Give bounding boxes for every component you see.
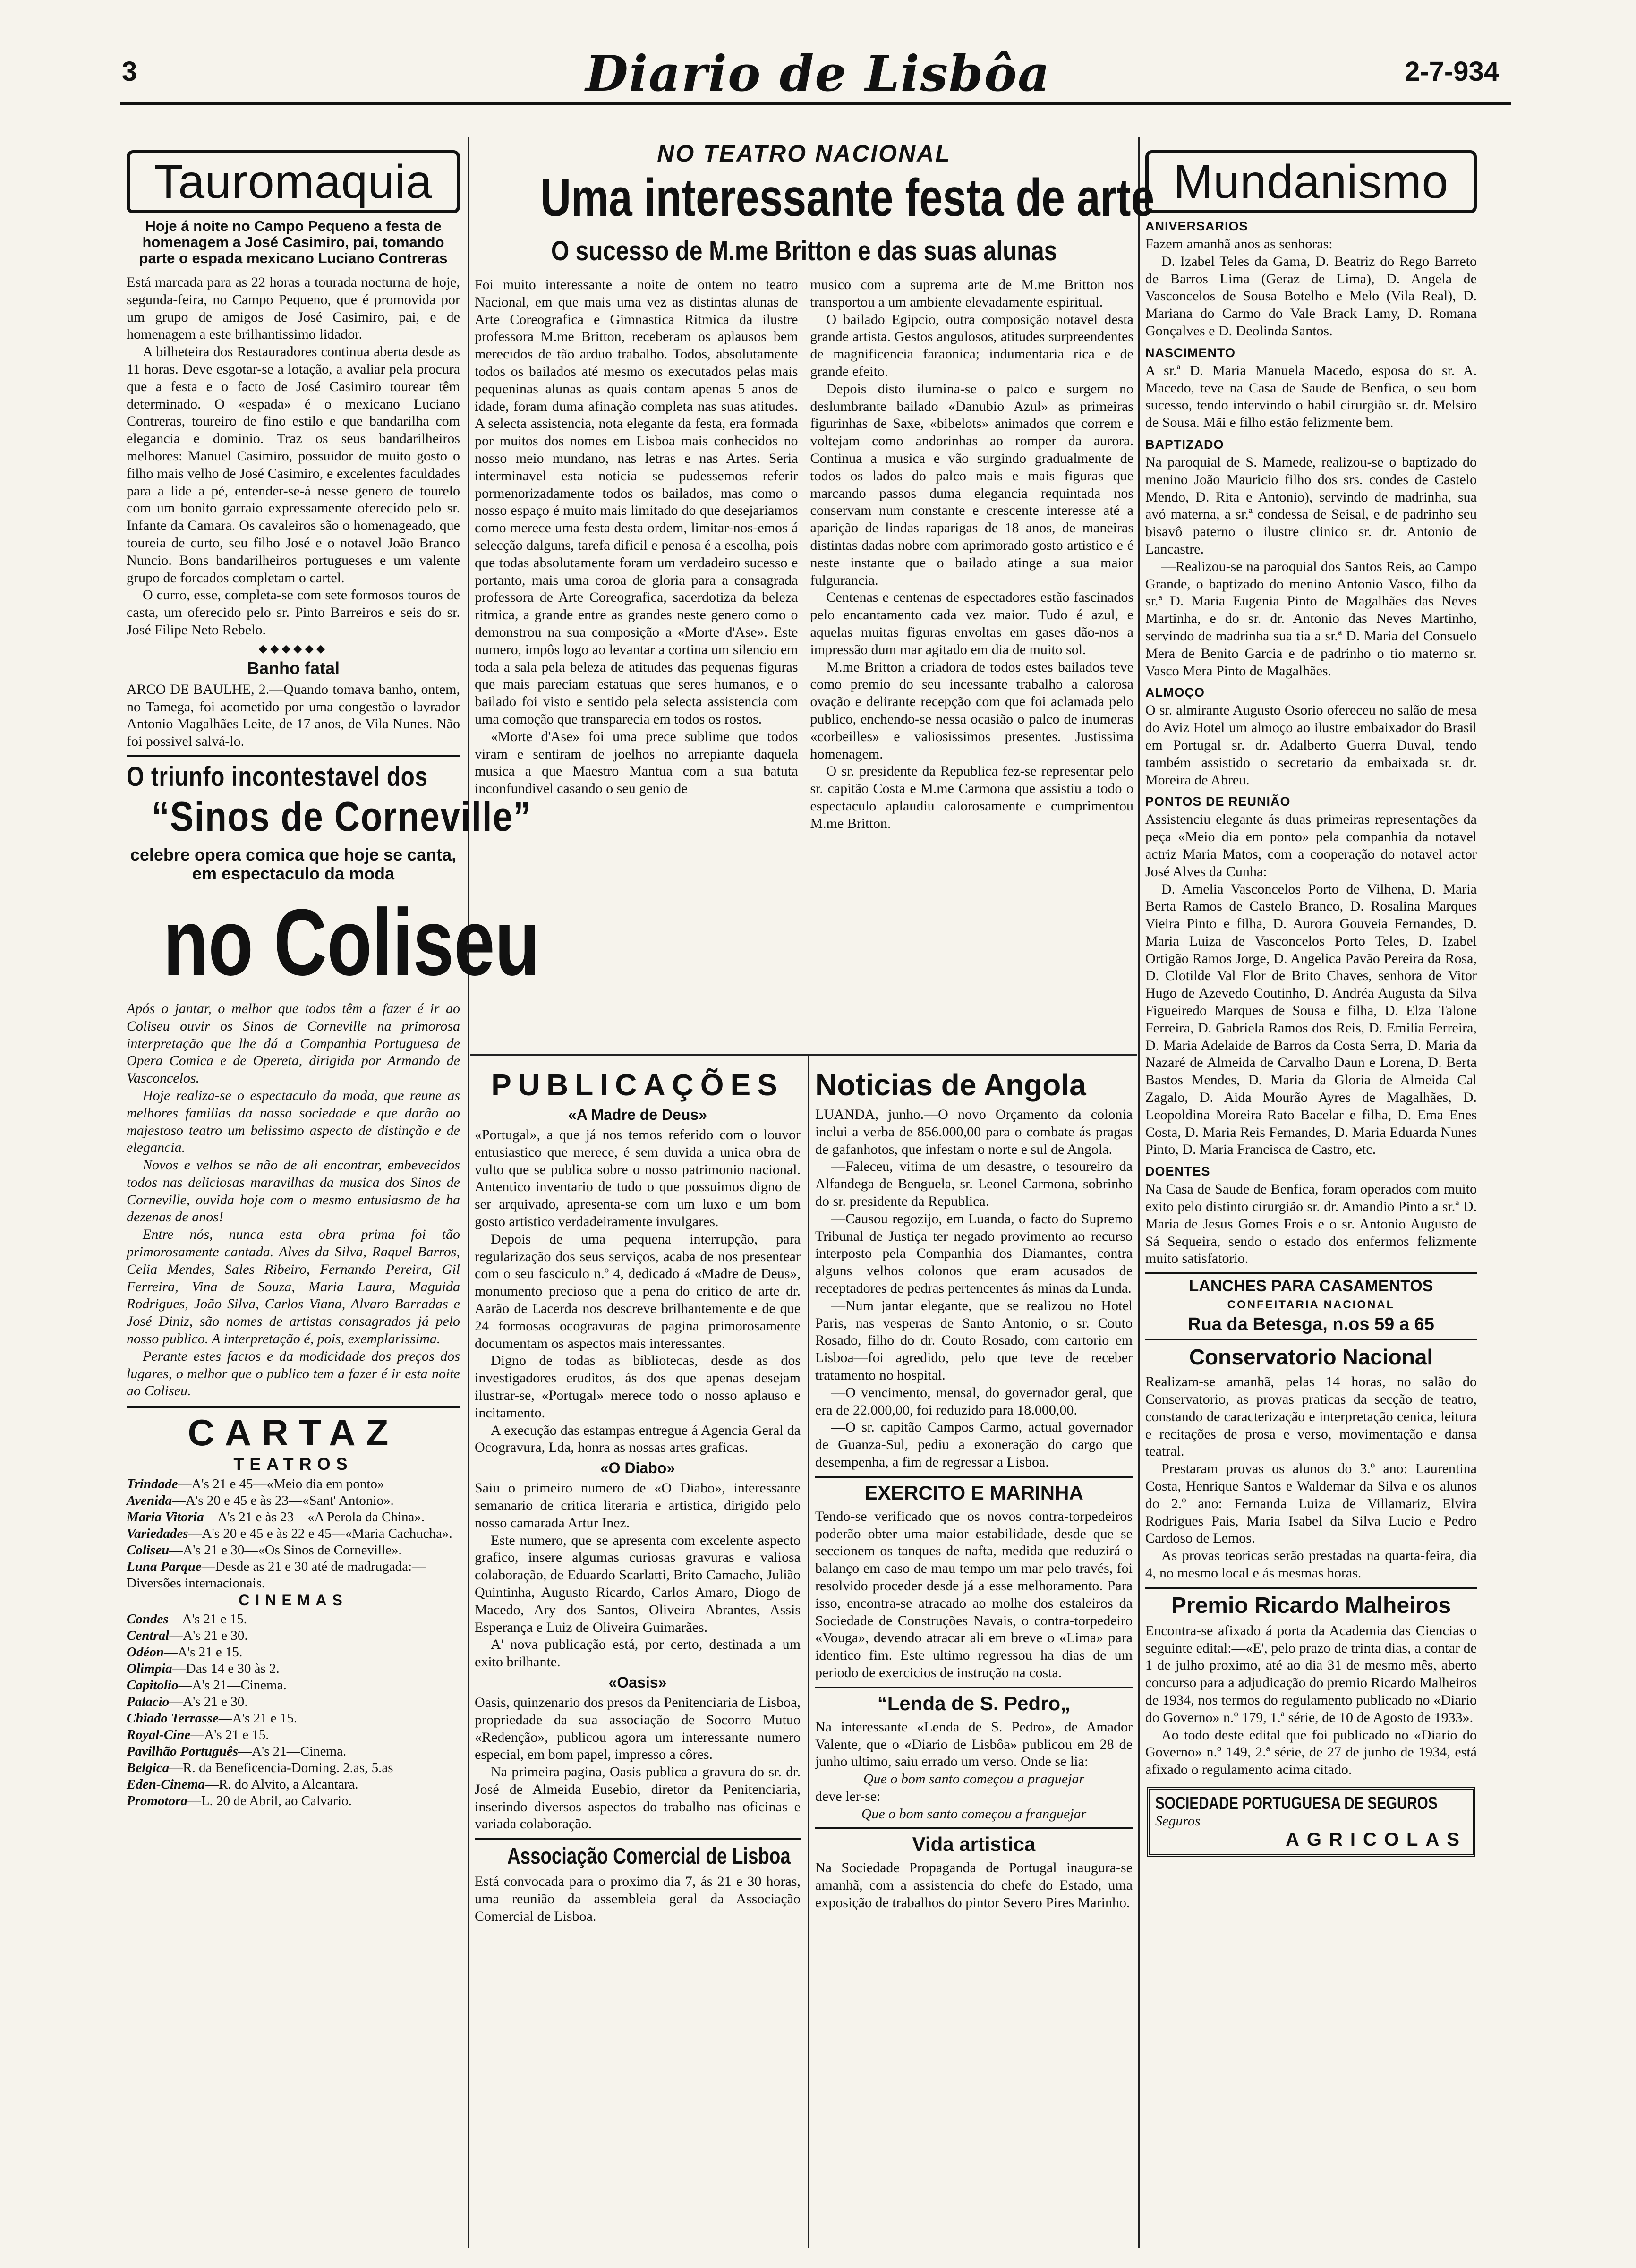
lanches-line: LANCHES PARA CASAMENTOS	[1189, 1277, 1433, 1296]
almoco-label: ALMOÇO	[1145, 685, 1205, 700]
column-divider	[1138, 137, 1140, 2248]
lenda-verse: Que o bom santo começou a franguejar	[861, 1806, 1087, 1822]
lenda-text: Na interessante «Lenda de S. Pedro», de Amador Valente, que o «Diario de Lisbôa» publicou em 28 de junho ultimo, saiu errado um verso. Onde se lia:	[815, 1719, 1133, 1770]
angola-paragraph: —Num jantar elegante, que se realizou no Hotel Paris, nas vesperas de Santo Antonio, o sr. Couto Rosado, filho do dr. Couto Rosado, com cartorio em Lisboa—foi agredido, pelo que teve de receber tratamento no hospital.	[815, 1297, 1133, 1383]
publicacao-paragraph: Na primeira pagina, Oasis publica a gravura do sr. dr. José de Almeida Eusebio, diretor da Penitenciaria, inserindo diversos aspectos do trabalho nas oficinas e variada colaboração.	[475, 1764, 801, 1832]
premio-paragraph: Ao todo deste edital que foi publicado no «Diario do Governo» n.º 149, 2.ª série, de 27 de junho de 1934, está afixado o regulamento acima citado.	[1145, 1727, 1477, 1778]
teatro-col-left	[475, 276, 798, 833]
list-item: Belgica—R. da Beneficencia-Doming. 2.as, 5.as	[127, 1760, 393, 1776]
angola-heading: Noticias de Angola	[815, 1068, 1086, 1102]
mundanismo-heading: Mundanismo	[1145, 150, 1477, 213]
cartaz-heading: CARTAZ	[187, 1412, 399, 1454]
list-item: Luna Parque—Desde as 21 e 30 até de madrugada:—Diversões internacionais.	[127, 1559, 426, 1591]
section-rule	[815, 1687, 1133, 1688]
publicacao-paragraph: A execução das estampas entregue á Agencia Geral da Ocogravura, Lda, honra as nossas artes graficas.	[475, 1422, 801, 1456]
issue-date: 2-7-934	[1405, 56, 1499, 87]
exercito-text: Tendo-se verificado que os novos contra-torpedeiros poderão obter uma maior estabilidade, desde que se seccionem os tanques de nafta, medida que reduzirá o balanço em caso de mau tempo um mar pelo través, foi resolvido proceder desde já a esse melhoramento. Para isso, encontra-se atracado ao molhe dos estaleiros da Sociedade de Construções Navais, o contra-torpedeiro «Vouga», devendo atracar ali em breve o «Lima» para identico fim. Este ultimo regressou ha dias de um periodo de exercicios de instrução na costa.	[815, 1508, 1133, 1680]
baptizado-label: BAPTIZADO	[1145, 437, 1224, 452]
coliseu-title: no Coliseu	[163, 889, 540, 995]
baptizado-text: —Realizou-se na paroquial dos Santos Reis, ao Campo Grande, o baptizado do menino Antonio Vasco, filho da sr.ª D. Maria Eugenia Pinto de Magalhães das Neves Martinha, e do sr. dr. Antonio das Neves Martinho, servindo de madrinha sua tia a sr.ª D. Maria del Consuelo Mera de Benito Garcia e de padrinho o tio materno sr. Vasco Mera Pinto de Magalhães.	[1145, 558, 1477, 679]
sinos-subtitle: celebre opera comica que hoje se canta, em espectaculo da moda	[130, 844, 457, 883]
assoc-heading: Associação Comercial de Lisboa	[507, 1844, 791, 1869]
header-rule	[120, 102, 1511, 105]
list-item: Central—A's 21 e 30.	[127, 1628, 248, 1644]
tauromaquia-subtitle: Hoje á noite no Campo Pequeno a festa de homenagem a José Casimiro, pai, tomando parte o espada mexicano Luciano Contreras	[139, 218, 448, 266]
teatro-paragraph: Depois disto ilumina-se o palco e surgem no deslumbrante bailado «Danubio Azul» as primeiras figurinhas de Saxe, «bibelots» animados que correm e voltejam como andorinhas ao romper da aurora. Continua a musica e vão surgindo gradualmente de todos os lados do palco mais e mais figuras que marcando passos duma elegancia requintada nos conservam num constante e crescente interesse até a aparição de lindas raparigas de 18 anos, de maneiras distintas dadas nobre com aprimorado gosto artistico e é neste instante que o bailado atinge a sua maior fulgurancia.	[810, 381, 1133, 588]
publicacao-title: «A Madre de Deus»	[568, 1106, 707, 1123]
premio-heading: Premio Ricardo Malheiros	[1171, 1593, 1451, 1618]
cinemas-list	[127, 1611, 460, 1809]
ornament-divider: ◆◆◆◆◆◆	[258, 642, 328, 655]
list-item: Variedades—A's 20 e 45 e às 22 e 45—«Maria Cachucha».	[127, 1526, 452, 1542]
doentes-text: Na Casa de Saude de Benfica, foram operados com muito exito pelo distinto cirurgião sr. dr. Amandio Pinto a sr.ª D. Maria de Jesus Gomes Frois e o sr. Antonio Augusto de Sá Sequeira, sendo o estado dos enfermos felizmente muito satisfatorio.	[1145, 1181, 1477, 1267]
tauromaquia-paragraph: Está marcada para as 22 horas a tourada nocturna de hoje, segunda-feira, no Campo Pequeno, que é promovida por um grupo de amigos de José Casimiro, pai, e de homenagem a este brilhantissimo lidador.	[127, 274, 460, 342]
list-item: Palacio—A's 21 e 30.	[127, 1694, 248, 1710]
sinos-paragraph: Perante estes factos e da modicidade dos preços dos lugares, o melhor que o publico tem a fazer é ir esta noite ao Coliseu.	[127, 1348, 460, 1399]
list-item: Pavilhão Português—A's 21—Cinema.	[127, 1744, 347, 1759]
conservatorio-paragraph: Realizam-se amanhã, pelas 14 horas, no salão do Conservatorio, as provas praticas da secção de teatro, constando de caracterização e interpretação cenica, leitura e recitações de prosa e verso, movimentação e dansa teatral.	[1145, 1374, 1477, 1459]
assoc-text: Está convocada para o proximo dia 7, ás 21 e 30 horas, uma reunião da assembleia geral da Associação Comercial de Lisboa.	[475, 1874, 801, 1924]
sinos-paragraph: Entre nós, nunca esta obra prima foi tão primorosamente cantada. Alves da Silva, Raquel Barros, Celia Mendes, Sales Ribeiro, Fernando Pereira, Gil Ferreira, Vina de Souza, Maria Laura, Maguida Rodrigues, João Silva, Carlos Viana, Alvaro Barradas e José Diniz, são nomes de artistas consagrados já pelo nosso publico. A interpretação é, pois, exemplarissima.	[127, 1227, 460, 1347]
sinos-title: “Sinos de Corneville”	[151, 793, 532, 840]
teatro-paragraph: O sr. presidente da Republica fez-se representar pelo sr. capitão Costa e M.me Carmona que assistiu a todo o espectaculo aplaudiu calorosamente e cumprimentou M.me Britton.	[810, 763, 1133, 831]
list-item: Chiado Terrasse—A's 21 e 15.	[127, 1711, 298, 1726]
angola-paragraph: —Causou regozijo, em Luanda, o facto do Supremo Tribunal de Justiça ter negado provimento ao recurso interposto pela Companhia dos Diamantes, contra alguns velhos colonos que eram acusados de receptadores de pedras pertencentes ás minas da Lunda.	[815, 1211, 1133, 1296]
teatro-columns	[475, 276, 1133, 833]
teatro-paragraph: M.me Britton a criadora de todos estes bailados teve como premio do seu incessante trabalho a calorosa ovação e delirante recepção com que foi aclamada pelo publico, enchendo-se nessa ocasião o palco de inumeras «corbeilles» e valiosissimos presentes. Justissima homenagem.	[810, 659, 1133, 762]
lenda-verse: Que o bom santo começou a praguejar	[863, 1771, 1085, 1787]
lenda-heading: “Lenda de S. Pedro„	[877, 1692, 1071, 1714]
list-item: Trindade—A's 21 e 45—«Meio dia em ponto»	[127, 1476, 384, 1492]
list-item: Avenida—A's 20 e 45 e às 23—«Sant' Antonio».	[127, 1493, 394, 1509]
list-item: Olimpia—Das 14 e 30 às 2.	[127, 1661, 280, 1677]
angola-paragraph: —O vencimento, mensal, do governador geral, que era de 22.000,00, foi reduzido para 18.000,00.	[815, 1384, 1133, 1418]
page-number: 3	[122, 56, 137, 87]
teatro-headline: Uma interessante festa de arte	[540, 168, 1155, 227]
angola-column	[815, 1064, 1133, 1912]
publicacao-paragraph: A' nova publicação está, por certo, destinada a um exito brilhante.	[475, 1637, 801, 1670]
teatro-article	[475, 140, 1155, 833]
publicacao-paragraph: Depois de uma pequena interrupção, para regularização dos seus serviços, acaba de nos presentear com o seu fasciculo n.º 4, dedicado á «Madre de Deus», monumento precioso que a pena do critico de arte dr. Aarão de Lacerda nos descreve brilhantemente e de que 24 formosas ocogravuras de pagina primorosamente documentam os aspectos mais interessantes.	[475, 1231, 801, 1351]
list-item: Capitolio—A's 21—Cinema.	[127, 1678, 287, 1693]
nascimento-text: A sr.ª D. Maria Manuela Macedo, esposa do sr. A. Macedo, teve na Casa de Saude de Benfica, o seu bom sucesso, tendo intervindo o habil cirurgião sr. dr. Melsiro de Sousa. Mãi e filho estão felizmente bem.	[1145, 362, 1477, 431]
banho-heading: Banho fatal	[247, 658, 340, 678]
tauromaquia-paragraph: A bilheteira dos Restauradores continua aberta desde as 11 horas. Deve esgotar-se a lotação, a avaliar pela procura que a festa e o facto de José Casimiro tourear têm determinado. O «espada» é o mexicano Luciano Contreras, toureiro de fino estilo e que bandarilha com elegancia e dominio. Traz os seus bandarilheiros melhores: Manuel Casimiro, possuidor de muito gosto o filho mais velho de José Casimiro, e excelentes faculdades para a lide a pé, entender-se-á nesse genero de tourelo com um bonito garraio expressamente oferecido pelo sr. Infante da Camara. Os cavaleiros são o homenageado, que toureia de curto, seu filho José e o notavel João Branco Nuncio. Bons bandarilheiros portugueses e um valente grupo de forcados completam o cartel.	[127, 344, 460, 586]
sinos-line1: O triunfo incontestavel dos	[127, 761, 428, 792]
publicacao-paragraph: Saiu o primeiro numero de «O Diabo», interessante semanario de critica literaria e artistica, dirigido pelo nosso camarada Artur Inez.	[475, 1480, 801, 1531]
column-left	[127, 150, 540, 1809]
section-rule	[475, 1838, 801, 1840]
publicacao-title: «Oasis»	[608, 1673, 667, 1691]
section-rule	[127, 1406, 460, 1408]
publicacao-paragraph: Digno de todas as bibliotecas, desde as dos investigadores eruditos, ás dos que apenas desejam ilustrar-se, «Portugal» merece todo o nosso aplauso e incitamento.	[475, 1353, 801, 1421]
publicacoes-heading: PUBLICAÇÕES	[491, 1068, 784, 1102]
masthead: Diario de Lisbôa	[585, 44, 1051, 102]
teatro-subhead: O sucesso de M.me Britton e das suas alunas	[551, 236, 1057, 266]
vida-text: Na Sociedade Propaganda de Portugal inaugura-se amanhã, com a assistencia do chefe do Estado, uma exposição de trabalhos do pintor Severo Pires Marinho.	[815, 1860, 1133, 1911]
aniversarios-text: Fazem amanhã anos as senhoras:	[1145, 236, 1333, 252]
section-rule	[815, 1827, 1133, 1829]
sinos-paragraph: Novos e velhos se não de ali encontrar, embevecidos todos nas deliciosas maravilhas da musica dos Sinos de Corneville, ouvida hoje com o mesmo entusiasmo de ha dezenas de anos!	[127, 1157, 460, 1225]
tauromaquia-heading: Tauromaquia	[127, 150, 460, 213]
list-item: Royal-Cine—A's 21 e 15.	[127, 1727, 269, 1743]
column-right	[1145, 150, 1477, 1857]
teatro-col-right	[810, 276, 1134, 833]
aniversarios-label: ANIVERSARIOS	[1145, 219, 1248, 233]
sinos-paragraph: Hoje realiza-se o espectaculo da moda, que reune as melhores familias da nossa sociedade e que darão ao majestoso teatro um belissimo aspecto de distinção e de elegancia.	[127, 1087, 460, 1156]
angola-paragraph: LUANDA, junho.—O novo Orçamento da colonia inclui a verba de 856.000,00 para o combate ás pragas de gafanhotos, que infestam o norte e sul de Angola.	[815, 1107, 1133, 1157]
pontos-text: Assistenciu elegante ás duas primeiras representações da peça «Meio dia em ponto» pela companhia da notavel actriz Maria Matos, com a cooperação do notavel actor José Alves da Cunha:	[1145, 811, 1477, 879]
section-divider	[470, 1054, 1137, 1056]
conservatorio-paragraph: As provas teoricas serão prestadas na quarta-feira, dia 4, no mesmo local e ás mesmas horas.	[1145, 1548, 1477, 1581]
angola-paragraph: —Faleceu, vitima de um desastre, o tesoureiro da Alfandega de Benguela, sr. Leonel Carmona, sobrinho do sr. presidente da Republica.	[815, 1159, 1133, 1209]
teatro-paragraph: Centenas e centenas de espectadores estão fascinados pelo encantamento cada vez maior. Tudo é azul, e aquelas muitas figuras envoltas em gases dão-nos a impressão dum mar agitado em dia de muito sol.	[810, 589, 1133, 657]
premio-paragraph: Encontra-se afixado á porta da Academia das Ciencias o seguinte edital:—«E', pelo prazo de trinta dias, a contar de 1 de julho proximo, até ao dia 31 de mesmo mês, aberto concurso para a adjudicação do premio Ricardo Malheiros de 1934, nos termos do regulamento publicado no «Diario do Governo» n.º 179, 1.ª série, de 10 de Agosto de 1933».	[1145, 1622, 1477, 1725]
section-rule	[127, 755, 460, 757]
seguros-line: Seguros	[1155, 1813, 1201, 1829]
seguros-line: SOCIEDADE PORTUGUESA DE SEGUROS	[1155, 1793, 1438, 1813]
exercito-heading: EXERCITO E MARINHA	[864, 1481, 1083, 1504]
conservatorio-paragraph: Prestaram provas os alunos do 3.º ano: Laurentina Costa, Henrique Santos e Waldemar da Silva e os alunos do 2.º ano: Fernanda Luiza de Villamariz, Elvira Rodrigues Pais, Maria Isabel da Silva Lucio e Pedro Cardoso de Lemos.	[1145, 1461, 1477, 1546]
teatro-paragraph: «Morte d'Ase» foi uma prece sublime que todos viram e sentiram de joelhos no arrepiante daquela musica a que Maestro Mantua com a sua batuta inconfundivel casando o seu genio de	[475, 728, 798, 797]
publicacao-paragraph: «Portugal», a que já nos temos referido com o louvor entusiastico que merece, é sem duvida a unica obra de vulto que se publica sobre o nosso patrimonio nacional. Antentico inventario de tudo o que possuimos digno de ser arquivado, apresenta-se com um luxo e um bom gosto artistico verdadeiramente invulgares.	[475, 1127, 801, 1229]
list-item: Condes—A's 21 e 15.	[127, 1611, 247, 1627]
sinos-paragraph: Após o jantar, o melhor que todos têm a fazer é ir ao Coliseu ouvir os Sinos de Corneville na primorosa interpretação que lhe dá a Companhia Portuguesa de Opera Comica e de Opereta, dirigida por Armando de Vasconcelos.	[127, 1000, 460, 1086]
aniversarios-text: D. Izabel Teles da Gama, D. Beatriz do Rego Barreto de Barros Lima (Geraz de Lima), D. Angela de Vasconcelos de Sousa Botelho e Melo (Vila Real), D. Mariana do Carmo do Vale Brack Lamy, D. Romana Gonçalves e D. Deolinda Santos.	[1145, 253, 1477, 339]
doentes-label: DOENTES	[1145, 1164, 1210, 1179]
publicacoes-column	[475, 1064, 801, 1926]
cinemas-label: CINEMAS	[239, 1592, 348, 1609]
teatro-paragraph: O bailado Egipcio, outra composição notavel desta grande artista. Gestos angulosos, atitudes surpreendentes de magnificencia faraonica; indumentaria rica e de grande efeito.	[810, 311, 1133, 379]
lenda-text: deve ler-se:	[815, 1788, 881, 1804]
section-rule	[815, 1476, 1133, 1478]
banho-text: ARCO DE BAULHE, 2.—Quando tomava banho, ontem, no Tamega, foi acometido por uma congestão o lavrador Antonio Magalhães Leite, de 17 anos, de Vila Nunes. Não foi possivel salvá-lo.	[127, 681, 460, 750]
section-rule	[1145, 1339, 1477, 1340]
publicacao-title: «O Diabo»	[600, 1459, 675, 1477]
list-item: Odéon—A's 21 e 15.	[127, 1645, 243, 1660]
tauromaquia-paragraph: O curro, esse, completa-se com sete formosos touros de casta, um oferecido pelo sr. Pinto Barreiros e seis do sr. José Filipe Neto Rebelo.	[127, 587, 460, 638]
baptizado-text: Na paroquial de S. Mamede, realizou-se o baptizado do menino João Mauricio filho dos srs. condes de Castelo Mendo, D. Rita e Antonio), servindo de madrinha, sua avó materna, a sr.ª condessa de Seisal, e de padrinho seu bisavô paterno o ilustre clinico sr. dr. Antonio de Lancastre.	[1145, 454, 1477, 557]
section-rule	[1145, 1587, 1477, 1589]
teatro-paragraph: musico com a suprema arte de M.me Britton nos transportou a um ambiente elevadamente espiritual.	[810, 277, 1133, 310]
seguros-advert	[1147, 1787, 1475, 1857]
list-item: Maria Vitoria—A's 21 e às 23—«A Perola da China».	[127, 1509, 425, 1525]
pontos-text: D. Amelia Vasconcelos Porto de Vilhena, D. Maria Berta Ramos de Castelo Branco, D. Rosalina Marques Vieira Pinto e filha, D. Aurora Gouveia Fernandes, D. Maria Luiza de Vasconcelos Porto Teles, D. Izabel Ortigão Ramos Jorge, D. Angelica Pavão Pereira da Rosa, D. Clotilde Val Flor de Brito Chaves, senhora de Vitor Hugo de Azevedo Coutinho, D. Andréa Augusta da Silva Figueiredo Marques de Sousa e filha, D. Elza Talone Ferreira, D. Gabriela Ramos dos Reis, D. Emilia Ferreira, D. Maria Adelaide de Barros da Costa Serra, D. Maria da Nazaré de Almeida de Carvalho Daun e Lorena, D. Berta Bastos Mendes, D. Maria da Gloria de Almeida Cal Zagalo, D. Aida Mourão Ayres de Magalhães, D. Leopoldina Moreira Rato Bacelar e filha, D. Ema Enes Costa, D. Maria Reis Fernandes, D. Maria Eduarda Nunes Pinto, D. Maria Francisca de Castro, etc.	[1145, 881, 1477, 1158]
list-item: Promotora—L. 20 de Abril, ao Calvario.	[127, 1793, 352, 1809]
teatro-kicker: NO TEATRO NACIONAL	[657, 140, 951, 167]
lanches-line: Rua da Betesga, n.os 59 a 65	[1188, 1314, 1434, 1335]
list-item: Eden-Cinema—R. do Alvito, a Alcantara.	[127, 1777, 358, 1792]
teatro-paragraph: Foi muito interessante a noite de ontem no teatro Nacional, em que mais uma vez as distintas alunas de Arte Coreografica e Gimnastica Ritmica da ilustre professora M.me Britton, receberam os aplausos bem merecidos de tão arduo trabalho. Todos, absolutamente todos os bailados até mesmo os executados pelas mais pequeninas alunas as quais contam apenas 5 anos de idade, foram duma afinação completa nas suas atitudes. A selecta assistencia, nota elegante da festa, era formada por muitos dos nomes em Lisboa mais conhecidos no nosso meio mundano, nas letras e nas Artes. Seria interminavel esta noticia se pudessemos referir pormenorizadamente todos os bailados, mas como o nosso espaço é muito mais limitado do que desejariamos como merece uma festa desta ordem, limitar-nos-emos á selecção dalguns, tarefa dificil e penosa é a escolha, pois que todas absolutamente foram um verdadeiro sucesso e portanto, mais uma coroa de gloria para a consagrada professora de Arte Coreografica, sacerdotiza da beleza ritmica, a grande entre as grandes neste genero como o demonstrou na sua composição a «Morte d'Ase». Este numero, impôs logo ao levantar a cortina um silencio em toda a sala pela beleza de atitudes das pequenas figuras que mais pareciam estatuas que seres humanos, e o bailado foi visto e sentido pela selecta assistencia com uma comoção que transparecia em todos os rostos.	[475, 277, 798, 727]
teatros-label: TEATROS	[233, 1454, 353, 1474]
angola-paragraph: —O sr. capitão Campos Carmo, actual governador de Guanza-Sul, pediu a exoneração do cargo que desempenha, a fim de regressar a Lisboa.	[815, 1419, 1133, 1470]
vida-heading: Vida artistica	[912, 1833, 1036, 1856]
conservatorio-heading: Conservatorio Nacional	[1189, 1345, 1433, 1370]
list-item: Coliseu—A's 21 e 30—«Os Sinos de Corneville».	[127, 1543, 402, 1558]
seguros-line: AGRICOLAS	[1286, 1829, 1467, 1850]
section-rule	[1145, 1272, 1477, 1274]
pontos-label: PONTOS DE REUNIÃO	[1145, 794, 1291, 809]
column-divider	[468, 137, 469, 2248]
almoco-text: O sr. almirante Augusto Osorio ofereceu no salão de mesa do Aviz Hotel um almoço ao ilustre embaixador do Brasil em Portugal sr. dr. Adalberto Guerra Duval, tendo também assistido o secretario da embaixada sr. dr. Moreira de Abreu.	[1145, 702, 1477, 788]
column-divider	[808, 1056, 809, 2248]
publicacao-paragraph: Oasis, quinzenario dos presos da Penitenciaria de Lisboa, propriedade da sua associação de Socorro Mutuo «Redenção», publicou agora um interessante numero especial, em bom papel, impresso a côres.	[475, 1694, 801, 1763]
nascimento-label: NASCIMENTO	[1145, 345, 1236, 360]
lanches-line: CONFEITARIA NACIONAL	[1227, 1298, 1395, 1312]
publicacao-paragraph: Este numero, que se apresenta com excelente aspecto grafico, insere algumas curiosas gravuras e valiosa colaboração, de Eduardo Scarlatti, Brito Camacho, Julião Quintinha, Augusto Ricardo, Carlos Amaro, Diogo de Macedo, Ary dos Santos, Oliveira Abrantes, Assis Esperança e Luiz de Oliveira Guimarães.	[475, 1532, 801, 1635]
teatros-list	[127, 1476, 460, 1592]
